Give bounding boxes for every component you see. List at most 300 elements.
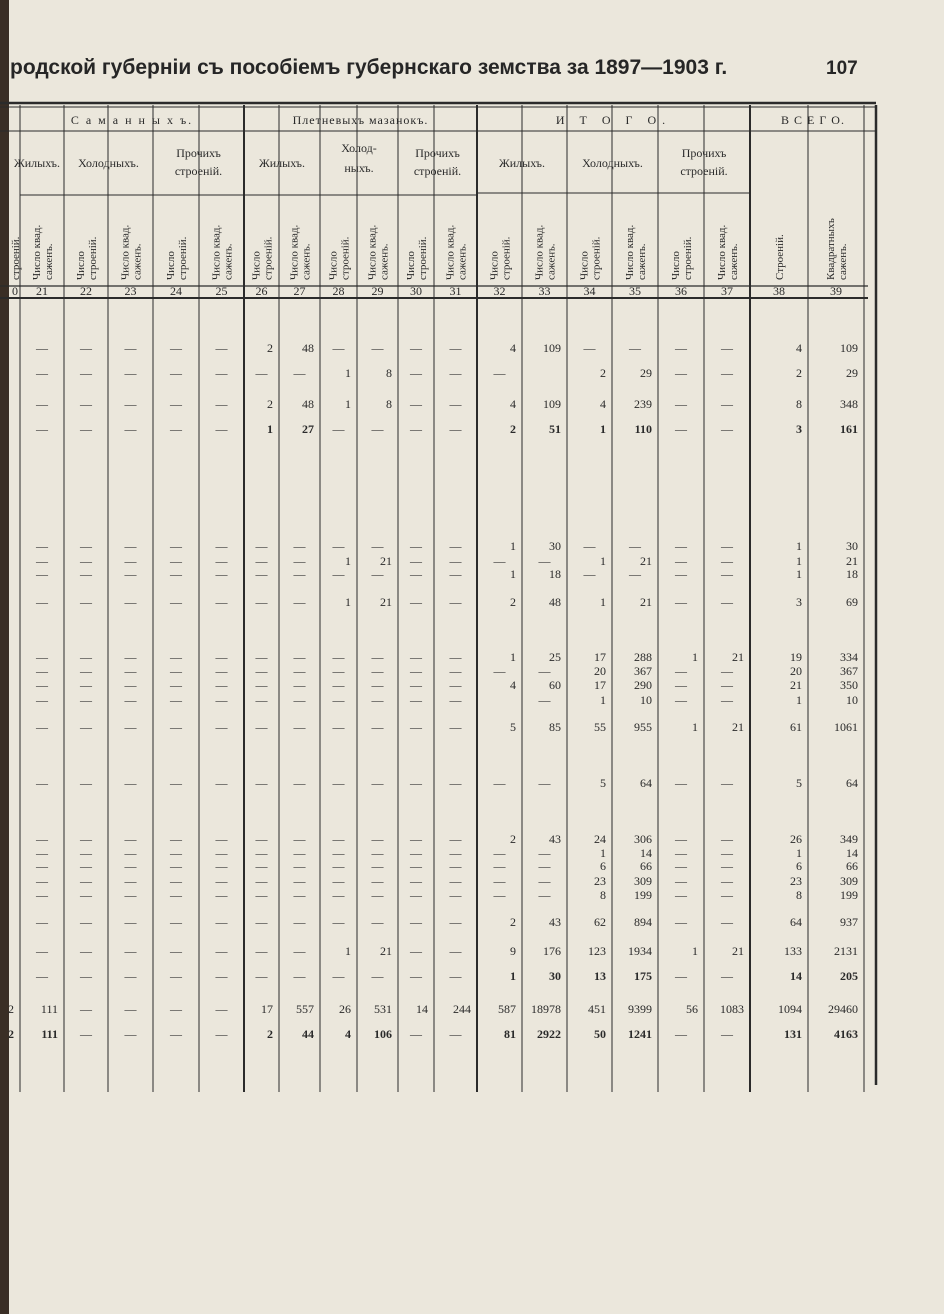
table-cell: —	[371, 888, 384, 902]
group-header: Плетневыхъ мазанокъ.	[292, 113, 429, 127]
table-cell: —	[449, 341, 462, 355]
table-cell: —	[36, 944, 48, 958]
table-cell: 4	[510, 397, 516, 411]
table-cell: —	[332, 539, 345, 553]
table-cell: —	[170, 366, 182, 380]
table-cell: —	[449, 567, 462, 581]
table-cell: —	[36, 650, 48, 664]
table-cell: —	[36, 693, 48, 707]
column-number: 29	[371, 284, 384, 298]
column-header: строеній.	[177, 236, 189, 280]
table-cell: 2	[8, 1002, 14, 1016]
table-cell: —	[371, 567, 384, 581]
table-cell: —	[332, 874, 345, 888]
subgroup-header-line1: Холод-	[341, 141, 377, 155]
table-cell: —	[215, 567, 228, 581]
column-header: строеній.	[417, 236, 429, 280]
table-cell: 123	[588, 944, 606, 958]
table-cell: —	[371, 341, 384, 355]
column-number: 22	[80, 284, 92, 298]
table-cell: —	[371, 776, 384, 790]
table-cell: —	[371, 915, 384, 929]
table-cell: 48	[302, 397, 314, 411]
table-cell: —	[410, 915, 422, 929]
column-number: 34	[583, 284, 596, 298]
column-header: Число квад.	[366, 224, 379, 280]
table-cell: —	[293, 944, 306, 958]
table-cell: —	[449, 650, 462, 664]
table-cell: —	[371, 650, 384, 664]
table-cell: —	[255, 874, 268, 888]
table-cell: 23	[790, 874, 802, 888]
table-cell: 4163	[834, 1027, 858, 1041]
table-cell: —	[449, 1027, 462, 1041]
table-cell: 4	[796, 341, 802, 355]
table-cell: —	[36, 595, 48, 609]
table-cell: —	[36, 539, 48, 553]
table-cell: —	[215, 554, 228, 568]
table-cell: —	[80, 776, 92, 790]
table-cell: —	[332, 915, 345, 929]
table-cell: 14	[846, 846, 858, 860]
table-cell: —	[255, 595, 268, 609]
table-cell: —	[215, 720, 228, 734]
table-cell: —	[449, 846, 462, 860]
table-cell: 20	[790, 664, 802, 678]
table-cell: 21	[380, 944, 392, 958]
table-cell: —	[675, 595, 687, 609]
table-cell: —	[721, 846, 733, 860]
table-cell: 350	[840, 678, 858, 692]
table-cell: —	[215, 1002, 228, 1016]
table-cell: 17	[594, 678, 606, 692]
table-cell: —	[493, 888, 506, 902]
table-cell: —	[36, 832, 48, 846]
table-cell: —	[170, 650, 182, 664]
table-cell: 334	[840, 650, 858, 664]
table-cell: —	[410, 874, 422, 888]
column-number: 21	[36, 284, 48, 298]
table-cell: 1094	[778, 1002, 802, 1016]
subgroup-header-line1: Прочихъ	[415, 146, 460, 160]
table-cell: 5	[510, 720, 516, 734]
table-cell: —	[255, 846, 268, 860]
table-cell: 199	[634, 888, 652, 902]
table-cell: —	[215, 944, 228, 958]
table-cell: 4	[345, 1027, 351, 1041]
table-cell: —	[170, 776, 182, 790]
table-cell: 1	[600, 422, 606, 436]
table-cell: —	[170, 720, 182, 734]
table-cell: 1	[692, 720, 698, 734]
table-cell: 20	[594, 664, 606, 678]
table-cell: 8	[386, 397, 392, 411]
table-cell: 161	[840, 422, 858, 436]
table-cell: 133	[784, 944, 802, 958]
table-cell: 290	[634, 678, 652, 692]
table-cell: —	[449, 422, 462, 436]
table-cell: —	[675, 567, 687, 581]
table-cell: —	[721, 888, 733, 902]
column-header: саженъ.	[837, 243, 849, 280]
table-cell: —	[721, 969, 733, 983]
table-cell: 306	[634, 832, 652, 846]
table-cell: 5	[600, 776, 606, 790]
table-cell: —	[538, 693, 551, 707]
table-cell: —	[124, 944, 137, 958]
table-cell: 288	[634, 650, 652, 664]
table-cell: —	[675, 693, 687, 707]
column-number: 28	[332, 284, 345, 298]
table-cell: 1	[600, 846, 606, 860]
table-cell: —	[371, 693, 384, 707]
table-cell: —	[36, 859, 48, 873]
table-cell: —	[583, 567, 596, 581]
table-cell: 111	[40, 1002, 58, 1016]
table-cell: —	[124, 776, 137, 790]
table-cell: 21	[380, 554, 392, 568]
table-cell: —	[721, 341, 733, 355]
table-cell: —	[124, 693, 137, 707]
table-cell: —	[36, 554, 48, 568]
table-cell: —	[36, 567, 48, 581]
table-cell: —	[629, 341, 641, 355]
column-number: 39	[830, 284, 842, 298]
table-cell: —	[293, 859, 306, 873]
table-cell: 44	[302, 1027, 314, 1041]
table-cell: —	[215, 846, 228, 860]
table-cell: 1	[510, 567, 516, 581]
table-cell: —	[36, 969, 48, 983]
table-cell: —	[215, 664, 228, 678]
column-header: саженъ.	[636, 243, 648, 280]
table-cell: 1	[796, 554, 802, 568]
table-cell: —	[410, 595, 422, 609]
table-cell: —	[215, 341, 228, 355]
table-cell: —	[332, 832, 345, 846]
table-cell: 23	[594, 874, 606, 888]
table-cell: 43	[549, 832, 561, 846]
table-cell: 1	[796, 846, 802, 860]
table-cell: —	[332, 678, 345, 692]
table-cell: —	[371, 664, 384, 678]
table-cell: 30	[549, 969, 561, 983]
table-cell: —	[449, 397, 462, 411]
table-cell: —	[255, 720, 268, 734]
table-cell: —	[255, 366, 268, 380]
column-header: саженъ.	[456, 243, 469, 280]
table-cell: 21	[732, 944, 744, 958]
table-cell: —	[721, 539, 733, 553]
table-cell: 1	[267, 422, 273, 436]
table-cell: 85	[549, 720, 561, 734]
table-cell: —	[675, 915, 687, 929]
table-cell: —	[675, 397, 687, 411]
table-cell: —	[215, 874, 228, 888]
table-cell: —	[493, 874, 506, 888]
table-cell: —	[36, 915, 48, 929]
table-cell: —	[332, 664, 345, 678]
table-cell: —	[80, 888, 92, 902]
table-cell: —	[410, 366, 422, 380]
table-cell: 64	[790, 915, 802, 929]
table-cell: 131	[784, 1027, 802, 1041]
table-cell: —	[493, 366, 506, 380]
table-cell: 3	[796, 422, 802, 436]
table-cell: —	[36, 720, 48, 734]
table-cell: —	[215, 776, 228, 790]
table-cell: 1	[796, 567, 802, 581]
table-cell: —	[215, 397, 228, 411]
table-cell: 18	[549, 567, 561, 581]
table-cell: —	[538, 776, 551, 790]
subgroup-header: Жилыхъ.	[499, 156, 545, 170]
column-header: саженъ.	[378, 243, 391, 280]
column-header: Строеній.	[774, 234, 786, 280]
column-header: Число	[327, 251, 340, 280]
column-header: Число квад.	[119, 224, 132, 280]
table-cell: —	[215, 859, 228, 873]
table-cell: —	[255, 539, 268, 553]
table-cell: 109	[840, 341, 858, 355]
column-header: саженъ.	[728, 243, 740, 280]
column-header: строеній.	[262, 236, 275, 280]
table-cell: —	[255, 776, 268, 790]
table-cell: —	[675, 422, 687, 436]
column-number: 32	[493, 284, 506, 298]
table-cell: —	[255, 567, 268, 581]
table-cell: 10	[846, 693, 858, 707]
table-cell: —	[449, 874, 462, 888]
table-cell: 367	[634, 664, 652, 678]
table-cell: —	[449, 969, 462, 983]
table-cell: 21	[640, 595, 652, 609]
table-cell: 348	[840, 397, 858, 411]
table-cell: —	[332, 650, 345, 664]
table-cell: —	[449, 678, 462, 692]
table-cell: —	[255, 554, 268, 568]
table-cell: —	[80, 1002, 92, 1016]
table-cell: —	[721, 366, 733, 380]
table-cell: —	[410, 650, 422, 664]
table-cell: —	[410, 567, 422, 581]
table-cell: —	[80, 341, 92, 355]
table-cell: —	[675, 874, 687, 888]
table-cell: —	[538, 846, 551, 860]
table-cell: 66	[640, 859, 652, 873]
table-cell: —	[675, 341, 687, 355]
table-cell: —	[124, 650, 137, 664]
table-cell: —	[332, 776, 345, 790]
table-cell: —	[449, 944, 462, 958]
table-cell: —	[124, 366, 137, 380]
column-header: Число квад.	[31, 224, 43, 280]
table-cell: 367	[840, 664, 858, 678]
table-cell: —	[332, 341, 345, 355]
table-cell: —	[293, 846, 306, 860]
table-cell: —	[80, 915, 92, 929]
table-cell: 1	[600, 693, 606, 707]
table-cell: 21	[790, 678, 802, 692]
table-cell: —	[293, 874, 306, 888]
table-cell: —	[36, 776, 48, 790]
table-cell: —	[80, 650, 92, 664]
table-cell: —	[170, 693, 182, 707]
table-cell: —	[629, 567, 641, 581]
table-cell: —	[721, 693, 733, 707]
table-cell: 14	[416, 1002, 428, 1016]
table-cell: 26	[790, 832, 802, 846]
table-cell: —	[124, 422, 137, 436]
table-cell: —	[332, 422, 345, 436]
table-cell: —	[721, 422, 733, 436]
table-cell: 64	[640, 776, 652, 790]
table-cell: —	[215, 693, 228, 707]
table-cell: —	[293, 664, 306, 678]
table-cell: —	[332, 567, 345, 581]
table-cell: —	[80, 944, 92, 958]
table-cell: 21	[380, 595, 392, 609]
table-cell: —	[36, 664, 48, 678]
table-cell: —	[80, 678, 92, 692]
table-cell: 6	[796, 859, 802, 873]
column-header: саженъ.	[300, 243, 313, 280]
column-header: Число	[670, 251, 682, 280]
table-cell: —	[215, 595, 228, 609]
table-cell: 937	[840, 915, 858, 929]
table-cell: —	[583, 341, 596, 355]
table-cell: —	[675, 859, 687, 873]
column-number: 0	[12, 284, 18, 298]
table-cell: —	[449, 595, 462, 609]
table-cell: —	[721, 915, 733, 929]
table-cell: 1	[692, 944, 698, 958]
table-cell: —	[215, 422, 228, 436]
table-cell: —	[124, 664, 137, 678]
table-cell: 8	[386, 366, 392, 380]
table-cell: 309	[634, 874, 652, 888]
subgroup-header-line1: Прочихъ	[176, 146, 221, 160]
table-cell: —	[36, 846, 48, 860]
table-cell: 1	[510, 539, 516, 553]
table-cell: —	[293, 539, 306, 553]
table-cell: —	[215, 832, 228, 846]
table-cell: —	[332, 846, 345, 860]
table-cell: —	[293, 554, 306, 568]
table-cell: —	[449, 539, 462, 553]
table-cell: —	[410, 888, 422, 902]
table-cell: 19	[790, 650, 802, 664]
table-cell: 349	[840, 832, 858, 846]
table-cell: —	[255, 693, 268, 707]
table-cell: —	[371, 678, 384, 692]
table-cell: —	[675, 366, 687, 380]
table-cell: 111	[41, 1027, 58, 1041]
table-cell: —	[332, 888, 345, 902]
table-cell: 48	[549, 595, 561, 609]
group-header: В С Е Г О.	[781, 113, 845, 127]
table-cell: 27	[302, 422, 314, 436]
table-cell: —	[538, 664, 551, 678]
table-cell: 30	[549, 539, 561, 553]
table-cell: 81	[504, 1027, 516, 1041]
table-cell: 48	[302, 341, 314, 355]
table-cell: —	[170, 664, 182, 678]
table-cell: —	[721, 554, 733, 568]
table-cell: —	[124, 341, 137, 355]
table-cell: —	[80, 539, 92, 553]
table-cell: 3	[796, 595, 802, 609]
column-number: 26	[255, 284, 268, 298]
table-cell: —	[675, 1027, 687, 1041]
table-cell: —	[371, 969, 384, 983]
column-header: строеній.	[500, 236, 513, 280]
table-cell: —	[170, 832, 182, 846]
table-cell: 8	[796, 397, 802, 411]
table-cell: —	[410, 944, 422, 958]
table-cell: 1083	[720, 1002, 744, 1016]
table-cell: —	[80, 366, 92, 380]
table-cell: —	[538, 554, 551, 568]
table-cell: 2	[510, 915, 516, 929]
table-cell: —	[410, 846, 422, 860]
table-cell: —	[124, 720, 137, 734]
table-cell: —	[80, 693, 92, 707]
table-cell: 6	[600, 859, 606, 873]
subgroup-header: Холодныхъ.	[582, 156, 643, 170]
table-cell: —	[170, 1027, 182, 1041]
table-cell: 1	[510, 650, 516, 664]
column-header: Квадратныхъ	[825, 218, 837, 280]
column-header: Число	[405, 251, 417, 280]
table-cell: —	[170, 859, 182, 873]
group-header: И Т О Г О.	[555, 113, 672, 127]
table-cell: —	[124, 969, 137, 983]
table-cell: 64	[846, 776, 858, 790]
table-cell: —	[215, 539, 228, 553]
table-cell: —	[449, 720, 462, 734]
table-cell: —	[80, 969, 92, 983]
table-cell: 557	[296, 1002, 314, 1016]
table-cell: —	[124, 832, 137, 846]
page-number: 107	[826, 58, 858, 79]
table-cell: —	[124, 567, 137, 581]
table-cell: —	[170, 341, 182, 355]
table-cell: —	[215, 915, 228, 929]
table-cell: 531	[374, 1002, 392, 1016]
column-header: саженъ.	[545, 243, 558, 280]
table-cell: —	[80, 874, 92, 888]
table-cell: 1	[345, 397, 351, 411]
column-header: Число квад.	[533, 224, 546, 280]
column-number: 31	[449, 284, 462, 298]
table-cell: —	[493, 554, 506, 568]
table-cell: 1	[510, 969, 516, 983]
table-cell: —	[255, 915, 268, 929]
table-cell: —	[215, 888, 228, 902]
table-cell: —	[332, 969, 345, 983]
table-cell: 60	[549, 678, 561, 692]
column-number: 38	[773, 284, 785, 298]
table-cell: —	[675, 832, 687, 846]
table-cell: —	[215, 650, 228, 664]
table-cell: —	[410, 693, 422, 707]
table-cell: —	[629, 539, 641, 553]
column-header: Число квад.	[288, 224, 301, 280]
table-cell: 29	[640, 366, 652, 380]
table-cell: —	[721, 776, 733, 790]
table-cell: —	[124, 915, 137, 929]
